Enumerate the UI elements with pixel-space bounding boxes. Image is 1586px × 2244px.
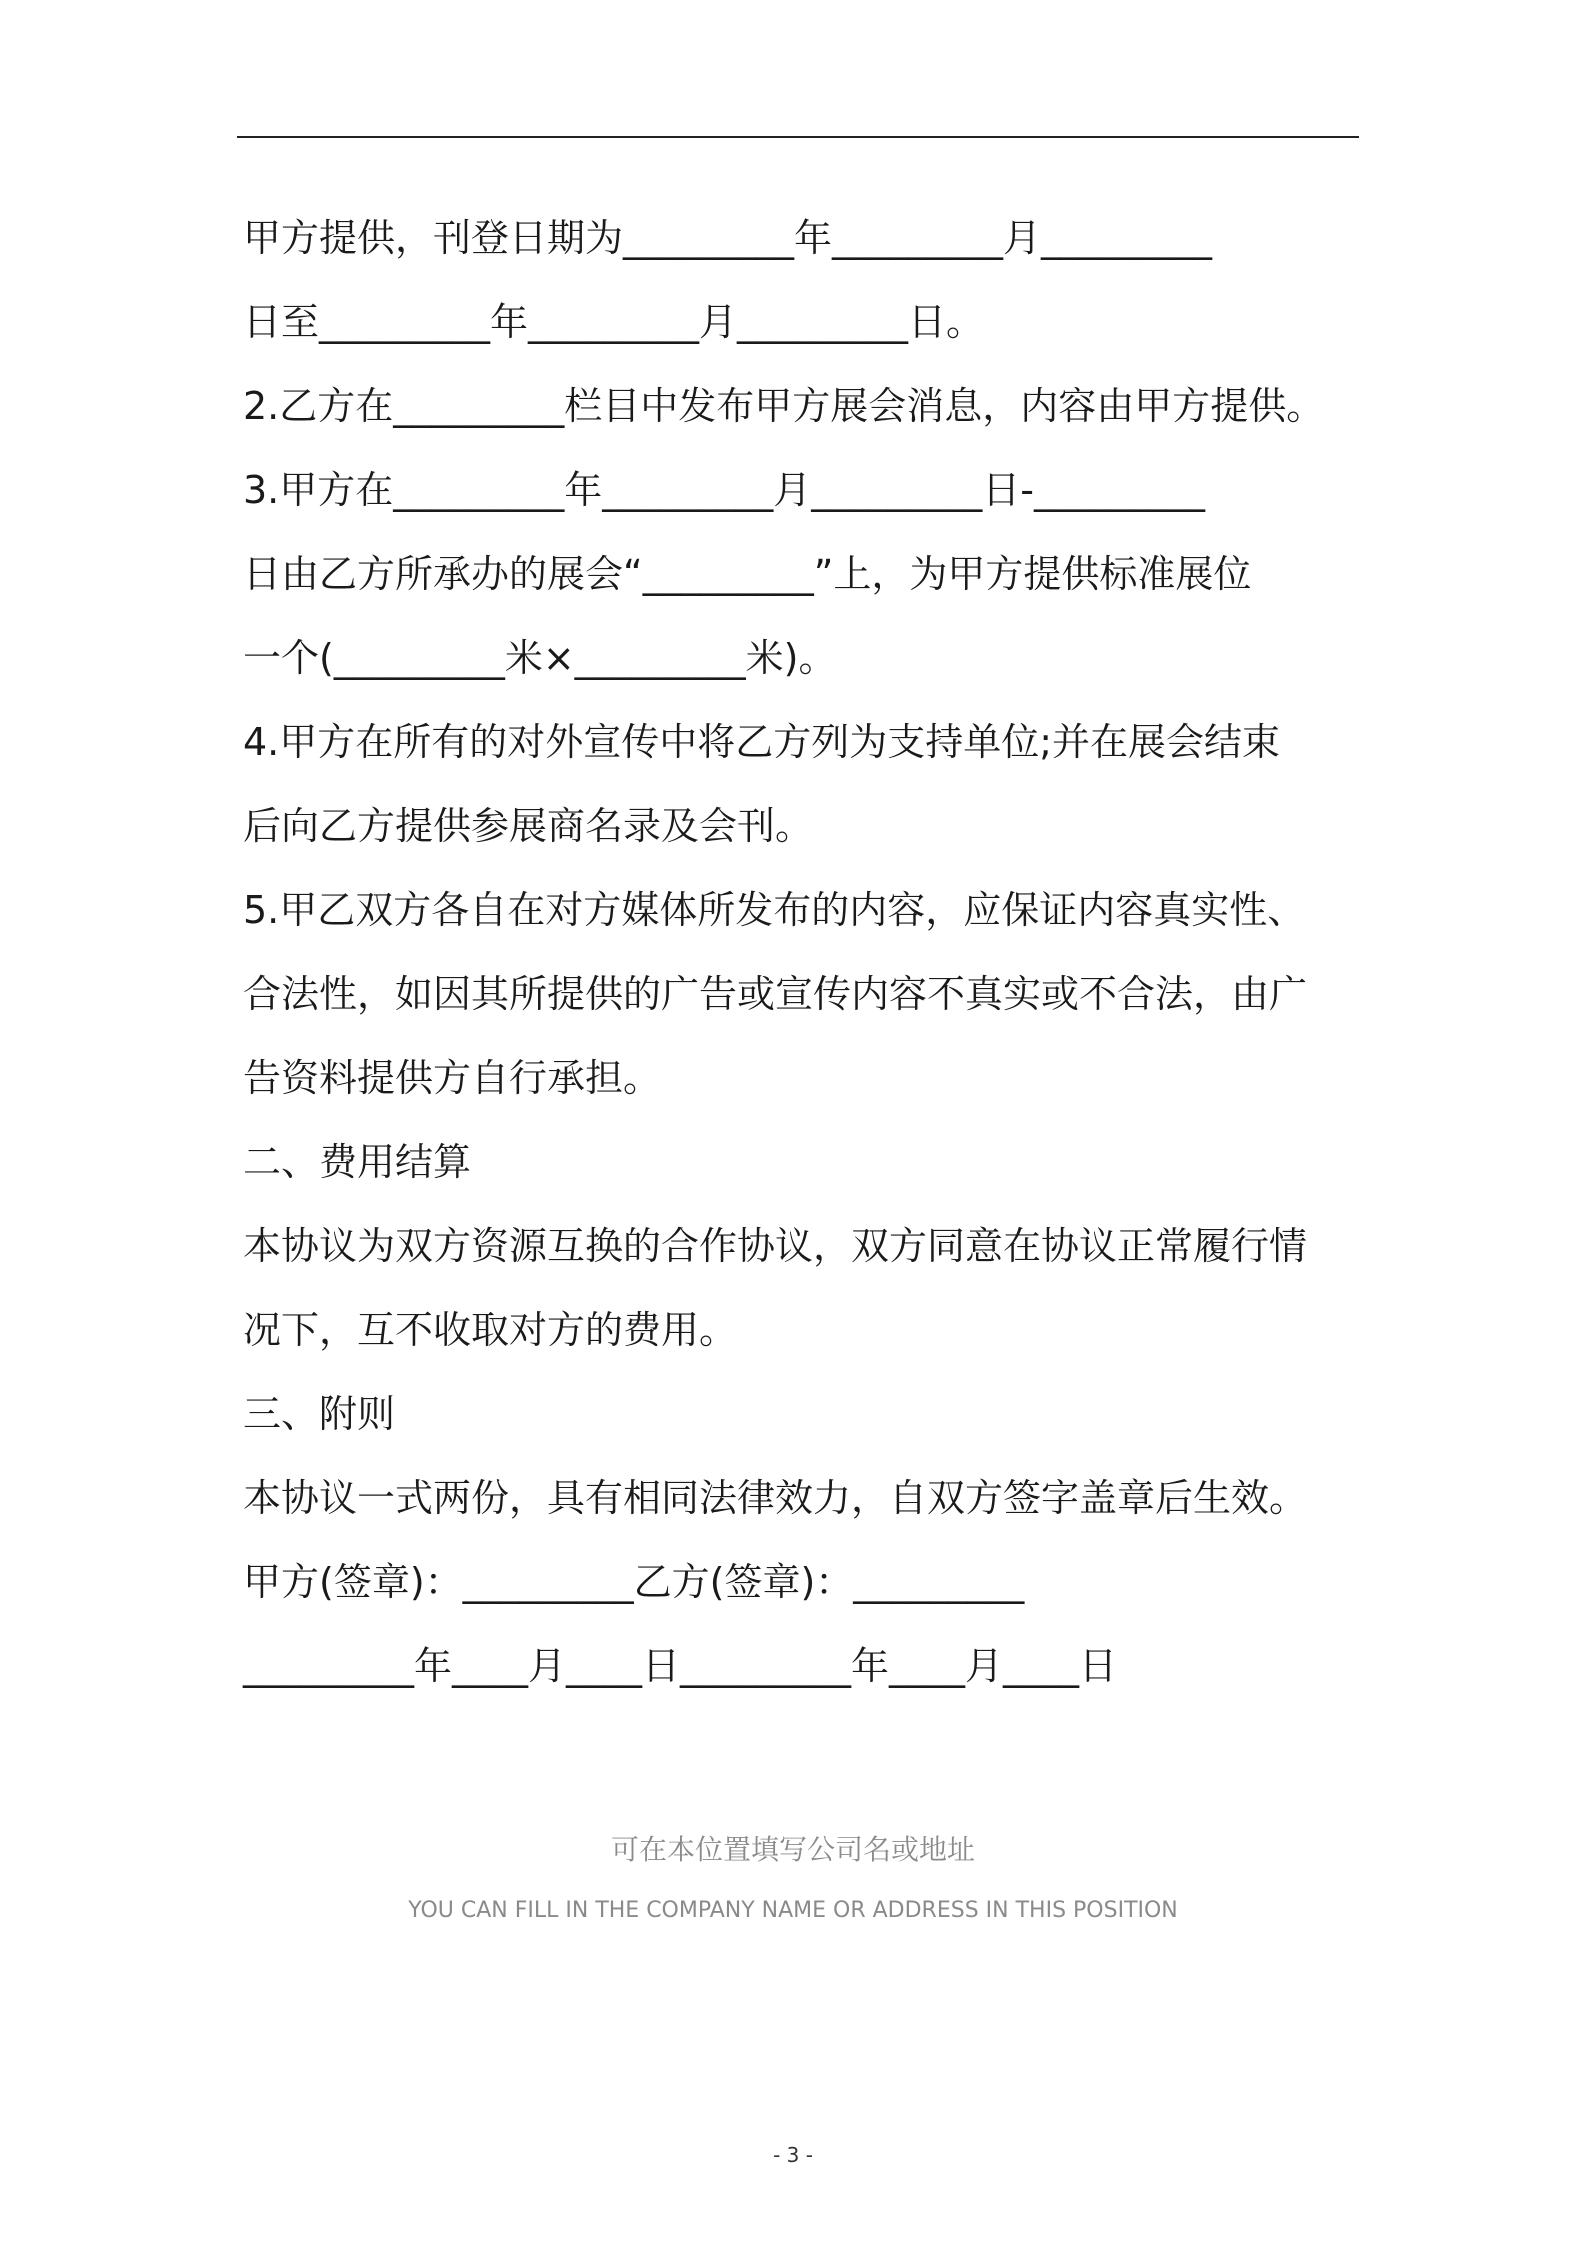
paragraph-line: 一个(_________米×_________米)。	[243, 636, 837, 680]
paragraph-line: 4.甲方在所有的对外宣传中将乙方列为支持单位;并在展会结束	[243, 720, 1281, 764]
footer-company-en: YOU CAN FILL IN THE COMPANY NAME OR ADDRESS IN THIS POSITION	[408, 1898, 1178, 1923]
paragraph-line: 后向乙方提供参展商名录及会刊。	[243, 804, 814, 848]
paragraph-line: 3.甲方在_________年_________月_________日-_________	[243, 468, 1205, 512]
section-heading: 二、费用结算	[243, 1140, 472, 1184]
page-number: - 3 -	[773, 2143, 813, 2167]
paragraph-line: 告资料提供方自行承担。	[243, 1056, 662, 1100]
paragraph-line: 合法性，如因其所提供的广告或宣传内容不真实或不合法，由广	[243, 972, 1308, 1016]
signature-line: 甲方(签章)：_________乙方(签章)：_________	[243, 1560, 1025, 1604]
document-body	[243, 196, 1373, 1708]
paragraph-line: 5.甲乙双方各自在对方媒体所发布的内容，应保证内容真实性、	[243, 888, 1306, 932]
paragraph-line: 日至_________年_________月_________日。	[243, 300, 985, 344]
paragraph-line: 日由乙方所承办的展会“_________”上，为甲方提供标准展位	[243, 552, 1252, 596]
footer-company-cn: 可在本位置填写公司名或地址	[610, 1833, 975, 1866]
paragraph-line: 本协议为双方资源互换的合作协议，双方同意在协议正常履行情	[243, 1224, 1308, 1268]
paragraph-line: 本协议一式两份，具有相同法律效力，自双方签字盖章后生效。	[243, 1476, 1308, 1520]
paragraph-line: 2.乙方在_________栏目中发布甲方展会消息，内容由甲方提供。	[243, 384, 1325, 428]
date-line: _________年____月____日_________年____月____日	[243, 1644, 1118, 1688]
paragraph-line: 甲方提供，刊登日期为_________年_________月_________	[243, 216, 1213, 260]
paragraph-line: 况下，互不收取对方的费用。	[243, 1308, 738, 1352]
header-rule	[237, 136, 1359, 138]
section-heading: 三、附则	[243, 1392, 396, 1436]
